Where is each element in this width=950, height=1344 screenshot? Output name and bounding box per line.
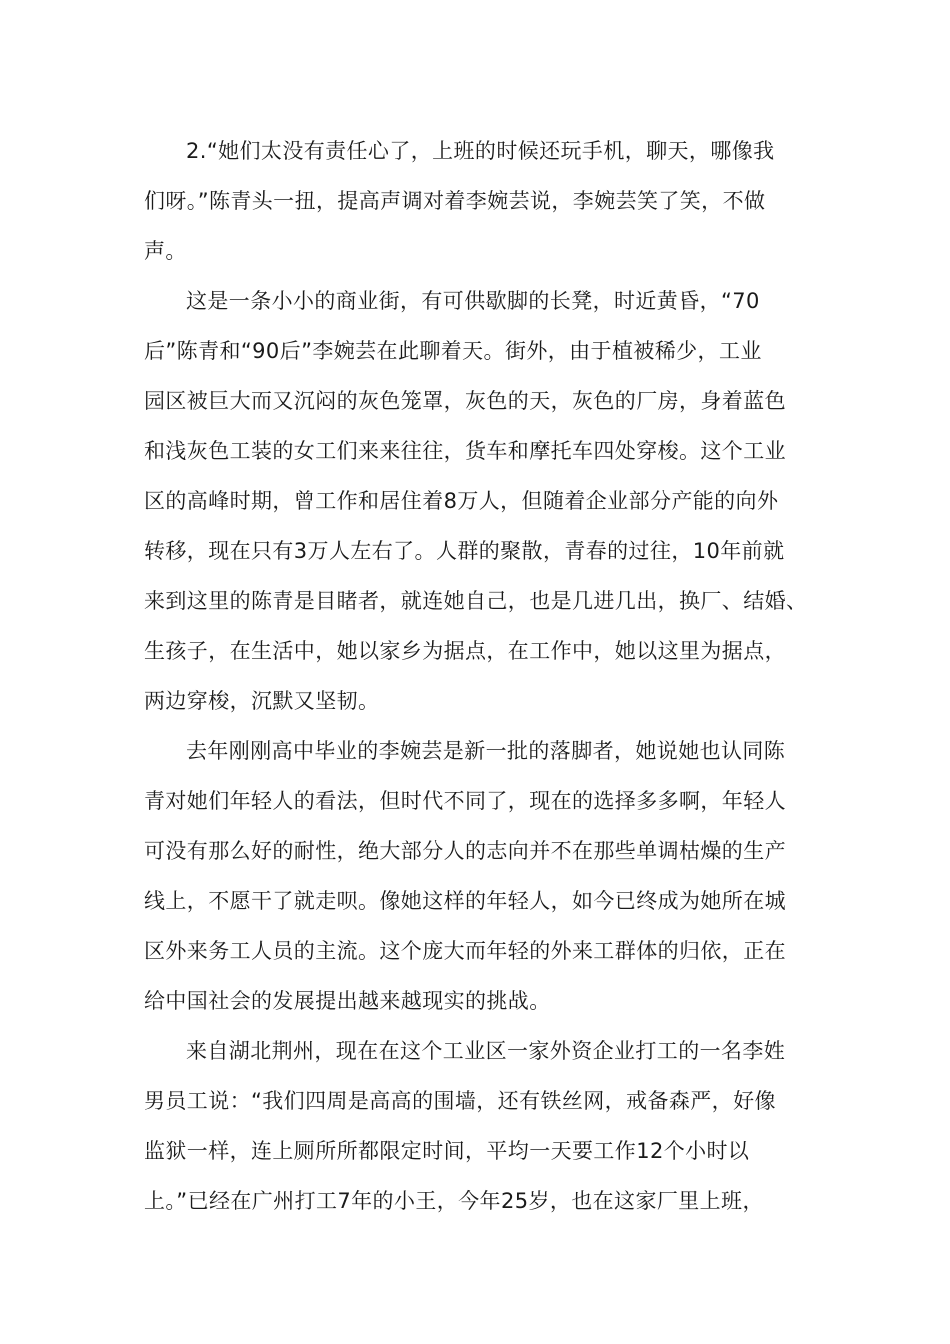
text-line: 可没有那么好的耐性，绝大部分人的志向并不在那些单调枯燥的生产 — [144, 839, 786, 863]
text-line: 区外来务工人员的主流。这个庞大而年轻的外来工群体的归依，正在 — [144, 939, 786, 963]
text-line: 后”陈青和“90后”李婉芸在此聊着天。街外，由于植被稀少，工业 — [144, 339, 762, 363]
text-line: 声。 — [144, 239, 187, 263]
text-line: 去年刚刚高中毕业的李婉芸是新一批的落脚者，她说她也认同陈 — [186, 739, 786, 763]
text-line: 们呀。”陈青头一扭，提高声调对着李婉芸说，李婉芸笑了笑，不做 — [144, 189, 766, 213]
text-line: 给中国社会的发展提出越来越现实的挑战。 — [144, 989, 551, 1013]
text-line: 线上，不愿干了就走呗。像她这样的年轻人，如今已终成为她所在城 — [144, 889, 786, 913]
text-line: 监狱一样，连上厕所所都限定时间，平均一天要工作12个小时以 — [144, 1139, 750, 1163]
text-line: 2.“她们太没有责任心了，上班的时候还玩手机，聊天，哪像我 — [186, 139, 775, 163]
text-line: 来自湖北荆州，现在在这个工业区一家外资企业打工的一名李姓 — [186, 1039, 786, 1063]
text-line: 园区被巨大而又沉闷的灰色笼罩，灰色的天，灰色的厂房，身着蓝色 — [144, 389, 786, 413]
text-line: 转移，现在只有3万人左右了。人群的聚散，青春的过往，10年前就 — [144, 539, 785, 563]
text-line: 男员工说：“我们四周是高高的围墙，还有铁丝网，戒备森严，好像 — [144, 1089, 776, 1113]
text-line: 来到这里的陈青是目睹者，就连她自己，也是几进几出，换厂、结婚、 — [144, 589, 808, 613]
text-line: 区的高峰时期，曾工作和居住着8万人，但随着企业部分产能的向外 — [144, 489, 779, 513]
text-line: 这是一条小小的商业街，有可供歇脚的长凳，时近黄昏，“70 — [186, 289, 760, 313]
text-line: 两边穿梭，沉默又坚韧。 — [144, 689, 380, 713]
text-line: 上。”已经在广州打工7年的小王，今年25岁，也在这家厂里上班， — [144, 1189, 764, 1213]
text-line: 和浅灰色工装的女工们来来往往，货车和摩托车四处穿梭。这个工业 — [144, 439, 786, 463]
text-line: 生孩子，在生活中，她以家乡为据点，在工作中，她以这里为据点， — [144, 639, 786, 663]
text-line: 青对她们年轻人的看法，但时代不同了，现在的选择多多啊，年轻人 — [144, 789, 786, 813]
